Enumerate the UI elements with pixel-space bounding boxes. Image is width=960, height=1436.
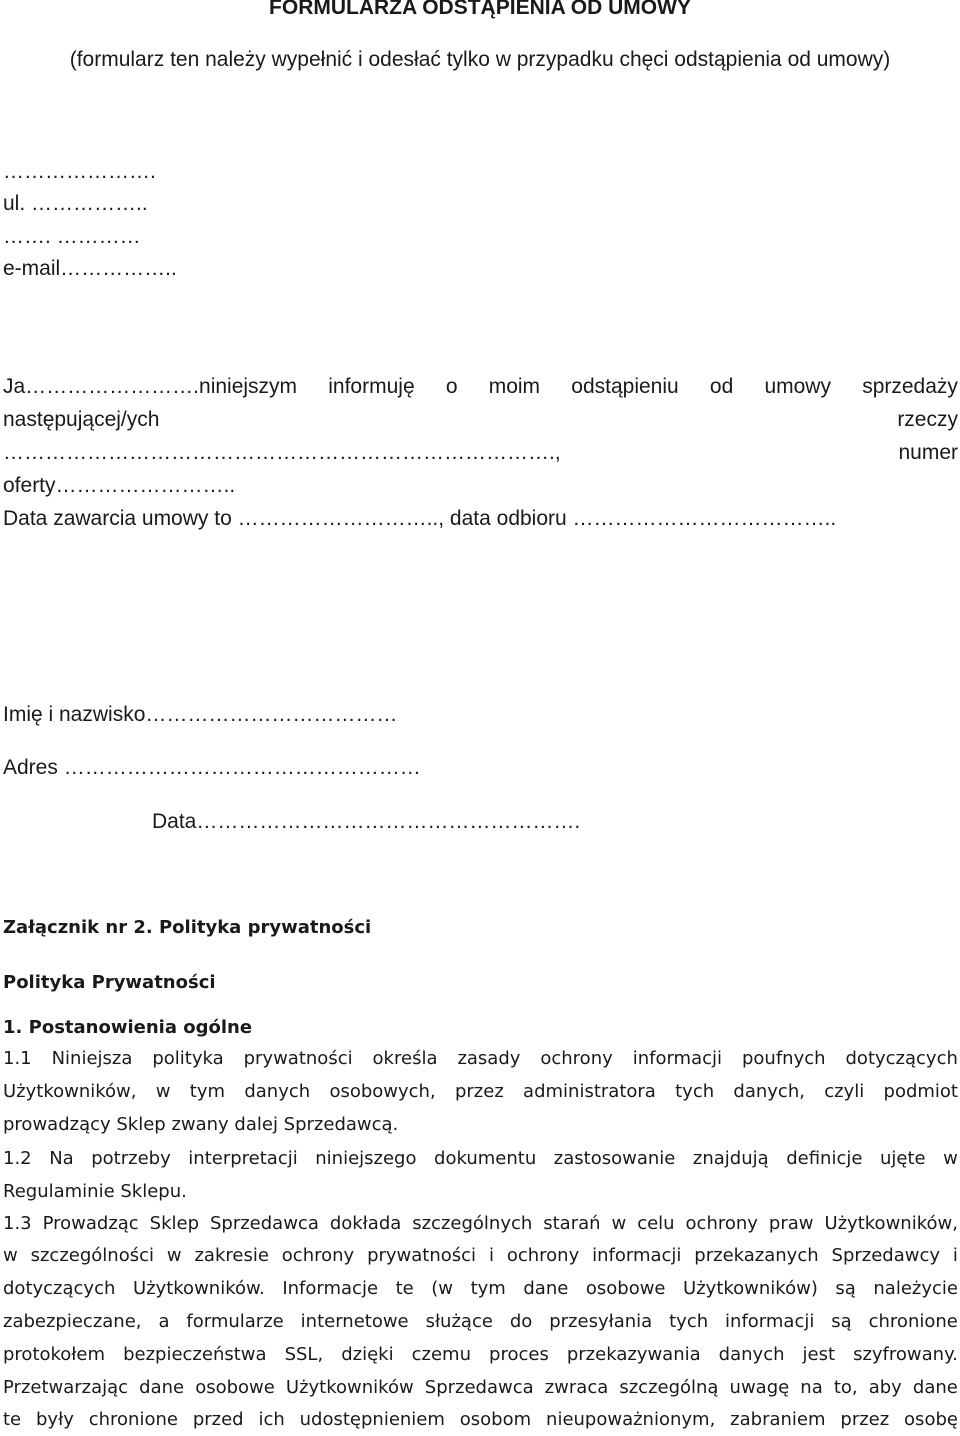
word: 1.3: [3, 1213, 32, 1234]
word: dokumentu: [434, 1148, 537, 1169]
word: podmiot: [883, 1081, 958, 1102]
word: odstąpieniu: [571, 375, 679, 398]
word: danych: [718, 1344, 785, 1365]
word: w: [3, 1245, 18, 1266]
word: numer: [898, 441, 958, 464]
word: umowy: [764, 375, 831, 398]
word: tym: [189, 1081, 226, 1102]
word: te: [3, 1409, 22, 1430]
word: 1.2: [3, 1148, 32, 1169]
word: SSL,: [284, 1344, 324, 1365]
word: tych: [675, 1081, 715, 1102]
word: przez: [454, 1081, 504, 1102]
word: administratora: [523, 1081, 656, 1102]
signature-date: Data……………………………………………….: [152, 810, 581, 833]
word: i: [952, 1245, 958, 1266]
word: chronione: [88, 1409, 178, 1430]
word: dotyczących: [845, 1048, 958, 1069]
word: następującej/ych: [3, 408, 160, 431]
word: Użytkowników: [285, 1377, 414, 1398]
paragraph-1-3-line-4: [3, 1311, 958, 1332]
word: …………………………………………………………………….,: [3, 441, 561, 464]
word: dane: [523, 1278, 569, 1299]
statement-line-2: [3, 408, 958, 432]
word: ochrony: [685, 1213, 758, 1234]
word: szczególnych: [412, 1213, 533, 1234]
word: zastosowanie: [553, 1148, 676, 1169]
word: praw: [768, 1213, 814, 1234]
privacy-policy-title: Polityka Prywatności: [3, 972, 216, 993]
word: szczególności: [30, 1245, 154, 1266]
word: w: [943, 1148, 958, 1169]
word: przekazanych: [694, 1245, 819, 1266]
word: rzeczy: [897, 408, 958, 431]
word: Informacje: [282, 1278, 379, 1299]
word: Użytkowników,: [3, 1081, 137, 1102]
word: danych,: [733, 1081, 805, 1102]
word: osobowe: [585, 1278, 666, 1299]
word: szyfrowany.: [853, 1344, 958, 1365]
word: starań: [543, 1213, 601, 1234]
word: te: [395, 1278, 414, 1299]
word: w: [166, 1245, 182, 1266]
word: informacji: [725, 1311, 815, 1332]
word: przekazywania: [566, 1344, 701, 1365]
word: należycie: [873, 1278, 958, 1299]
word: potrzeby: [91, 1148, 171, 1169]
word: interpretacji: [188, 1148, 298, 1169]
word: polityka: [152, 1048, 224, 1069]
word: przez: [840, 1409, 890, 1430]
word: do: [509, 1311, 533, 1332]
word: tych: [669, 1311, 709, 1332]
paragraph-1-1-line-3: prowadzący Sklep zwany dalej Sprzedawcą.: [3, 1114, 399, 1135]
word: definicje: [786, 1148, 863, 1169]
word: Użytkowników): [683, 1278, 818, 1299]
word: o: [445, 375, 458, 398]
word: prywatności: [367, 1245, 477, 1266]
paragraph-1-1-line-1: [3, 1048, 958, 1069]
word: informacji: [632, 1048, 723, 1069]
paragraph-1-2-line-2: Regulaminie Sklepu.: [3, 1181, 187, 1202]
word: dzięki: [341, 1344, 394, 1365]
word: aby: [868, 1377, 902, 1398]
paragraph-1-3-line-6: [3, 1377, 958, 1398]
word: nieupoważnionym,: [546, 1409, 716, 1430]
word: czemu: [411, 1344, 471, 1365]
word: poufnych: [741, 1048, 826, 1069]
word: protokołem: [3, 1344, 106, 1365]
annex-heading: Załącznik nr 2. Polityka prywatności: [3, 917, 372, 938]
word: Ja…………………….niniejszym: [3, 375, 298, 398]
word: zabraniem: [730, 1409, 826, 1430]
paragraph-1-3-line-5: [3, 1344, 958, 1365]
address-line-street: ul. ……………..: [3, 192, 148, 215]
word: danych: [244, 1081, 311, 1102]
word: od: [709, 375, 734, 398]
word: dane: [139, 1377, 185, 1398]
word: jest: [802, 1344, 836, 1365]
statement-line-dates: Data zawarcia umowy to ……………………….., data odbioru ………………………………..: [3, 507, 837, 530]
word: Sklep: [149, 1213, 200, 1234]
word: celu: [637, 1213, 675, 1234]
paragraph-1-3-line-2: [3, 1245, 958, 1266]
word: osobom: [459, 1409, 532, 1430]
word: ujęte: [879, 1148, 926, 1169]
statement-line-3: [3, 441, 958, 465]
address-line-city: ……. …………: [3, 225, 141, 248]
word: Przetwarzając: [3, 1377, 129, 1398]
word: dokłada: [329, 1213, 402, 1234]
statement-line-offer: oferty……………………..: [3, 474, 236, 497]
word: Sprzedawca: [424, 1377, 534, 1398]
word: formularze: [186, 1311, 284, 1332]
word: (w: [431, 1278, 454, 1299]
form-subtitle: (formularz ten należy wypełnić i odesłać tylko w przypadku chęci odstąpienia od umowy): [69, 48, 891, 71]
word: czyli: [824, 1081, 865, 1102]
word: dane: [912, 1377, 958, 1398]
word: informuję: [328, 375, 415, 398]
word: przesyłania: [549, 1311, 653, 1332]
word: niniejszego: [315, 1148, 417, 1169]
word: dotyczących: [3, 1278, 116, 1299]
word: prywatności: [243, 1048, 353, 1069]
word: służące: [425, 1311, 493, 1332]
word: to,: [833, 1377, 858, 1398]
word: znajdują: [692, 1148, 769, 1169]
word: określa: [372, 1048, 438, 1069]
statement-line-1: [3, 375, 958, 399]
word: Użytkowników,: [824, 1213, 958, 1234]
word: Niniejsza: [51, 1048, 133, 1069]
word: udostępnieniem: [299, 1409, 445, 1430]
word: Na: [49, 1148, 74, 1169]
word: moim: [488, 375, 541, 398]
word: proces: [489, 1344, 549, 1365]
paragraph-1-3-line-3: [3, 1278, 958, 1299]
address-line-email: e-mail……………..: [3, 257, 177, 280]
word: Sprzedawca: [209, 1213, 319, 1234]
word: są: [831, 1311, 852, 1332]
word: sprzedaży: [862, 375, 958, 398]
word: zwraca: [544, 1377, 609, 1398]
word: szczególną: [619, 1377, 719, 1398]
section-heading-general: 1. Postanowienia ogólne: [3, 1017, 253, 1038]
word: ochrony: [506, 1245, 580, 1266]
word: zakresie: [194, 1245, 269, 1266]
word: a: [158, 1311, 170, 1332]
word: na: [800, 1377, 823, 1398]
word: osobę: [904, 1409, 958, 1430]
paragraph-1-1-line-2: [3, 1081, 958, 1102]
word: ochrony: [281, 1245, 355, 1266]
word: bezpieczeństwa: [123, 1344, 267, 1365]
word: przed: [192, 1409, 244, 1430]
word: tym: [470, 1278, 506, 1299]
form-title: FORMULARZA ODSTĄPIENIA OD UMOWY: [269, 0, 691, 19]
word: w: [611, 1213, 627, 1234]
word: Prowadząc: [42, 1213, 139, 1234]
word: uwagę: [729, 1377, 790, 1398]
signature-address: Adres ……………………………………………: [3, 756, 421, 779]
word: osobowych,: [329, 1081, 436, 1102]
word: chronione: [868, 1311, 958, 1332]
word: są: [835, 1278, 856, 1299]
word: osobowe: [195, 1377, 275, 1398]
paragraph-1-2-line-1: [3, 1148, 958, 1169]
address-line-1: ………………….: [3, 160, 156, 183]
word: informacji: [592, 1245, 682, 1266]
word: ochrony: [540, 1048, 613, 1069]
word: w: [155, 1081, 171, 1102]
word: internetowe: [300, 1311, 409, 1332]
word: były: [36, 1409, 74, 1430]
word: i: [488, 1245, 494, 1266]
word: ich: [258, 1409, 285, 1430]
word: zabezpieczane,: [3, 1311, 142, 1332]
signature-name: Imię i nazwisko………………………………: [3, 703, 398, 726]
word: Sprzedawcy: [831, 1245, 941, 1266]
word: 1.1: [3, 1048, 32, 1069]
word: zasady: [457, 1048, 521, 1069]
word: Użytkowników.: [132, 1278, 265, 1299]
paragraph-1-3-line-7: [3, 1409, 958, 1430]
paragraph-1-3-line-1: [3, 1213, 958, 1234]
